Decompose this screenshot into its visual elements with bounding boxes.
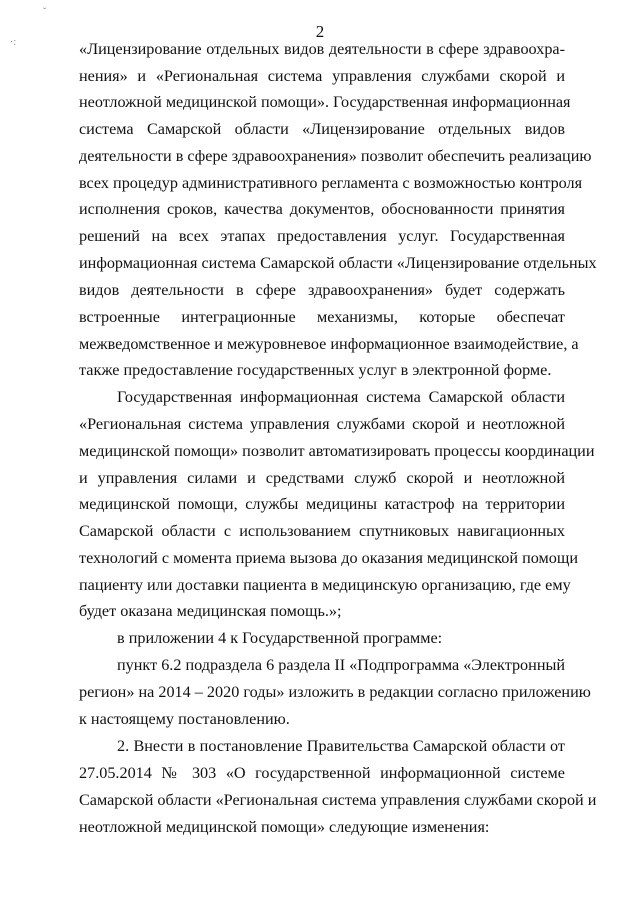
text-line: система Самарской области «Лицензирование отдельных видов — [79, 120, 565, 138]
text-line: Самарской области с использованием спутниковых навигационных — [79, 522, 565, 540]
text-line: видов деятельности в сфере здравоохранения» будет содержать — [79, 281, 565, 299]
text-line: технологий с момента приема вызова до оказания медицинской помощи — [79, 549, 578, 567]
text-line: межведомственное и межуровневое информационное взаимодействие, а — [79, 335, 579, 353]
text-line: к настоящему постановлению. — [79, 710, 290, 728]
text-line: регион» на 2014 – 2020 годы» изложить в редакции согласно приложению — [79, 683, 591, 701]
text-line: в приложении 4 к Государственной программе: — [117, 629, 443, 647]
text-line: пациенту или доставки пациента в медицинскую организацию, где ему — [79, 576, 571, 594]
text-line: Государственная информационная система Самарской области — [117, 388, 565, 406]
text-line: неотложной медицинской помощи» следующие изменения: — [79, 818, 490, 836]
text-line: информационная система Самарской области «Лицензирование отдельных — [79, 254, 597, 272]
text-line: решений на всех этапах предоставления услуг. Государственная — [79, 227, 565, 245]
text-line: медицинской помощи» позволит автоматизировать процессы координации — [79, 442, 595, 460]
text-line: Самарской области «Региональная система управления службами скорой и — [79, 791, 597, 809]
text-line: деятельности в сфере здравоохранения» позволит обеспечить реализацию — [79, 147, 592, 165]
text-line: 27.05.2014 № 303 «О государственной информационной системе — [79, 764, 565, 782]
text-line: также предоставление государственных услуг в электронной форме. — [79, 361, 552, 379]
text-line: неотложной медицинской помощи». Государственная информационная — [79, 93, 571, 111]
scan-mark: ·: — [10, 37, 17, 48]
text-line: пункт 6.2 подраздела 6 раздела II «Подпрограмма «Электронный — [117, 656, 566, 674]
text-line: будет оказана медицинская помощь.»; — [79, 602, 342, 620]
page-number: 2 — [315, 22, 325, 41]
text-line: встроенные интеграционные механизмы, которые обеспечат — [79, 308, 565, 326]
text-line: нения» и «Региональная система управления службами скорой и — [79, 67, 565, 85]
text-line: 2. Внести в постановление Правительства Самарской области от — [117, 737, 565, 755]
text-line: «Лицензирование отдельных видов деятельности в сфере здравоохра- — [79, 40, 565, 58]
text-line: и управления силами и средствами служб скорой и неотложной — [79, 469, 565, 487]
text-line: «Региональная система управления службами скорой и неотложной — [79, 415, 565, 433]
text-line: всех процедур административного регламента с возможностью контроля — [79, 174, 583, 192]
text-line: медицинской помощи, службы медицины катастроф на территории — [79, 495, 565, 513]
text-line: исполнения сроков, качества документов, обоснованности принятия — [79, 200, 565, 218]
scan-mark: ˇ — [43, 7, 47, 18]
